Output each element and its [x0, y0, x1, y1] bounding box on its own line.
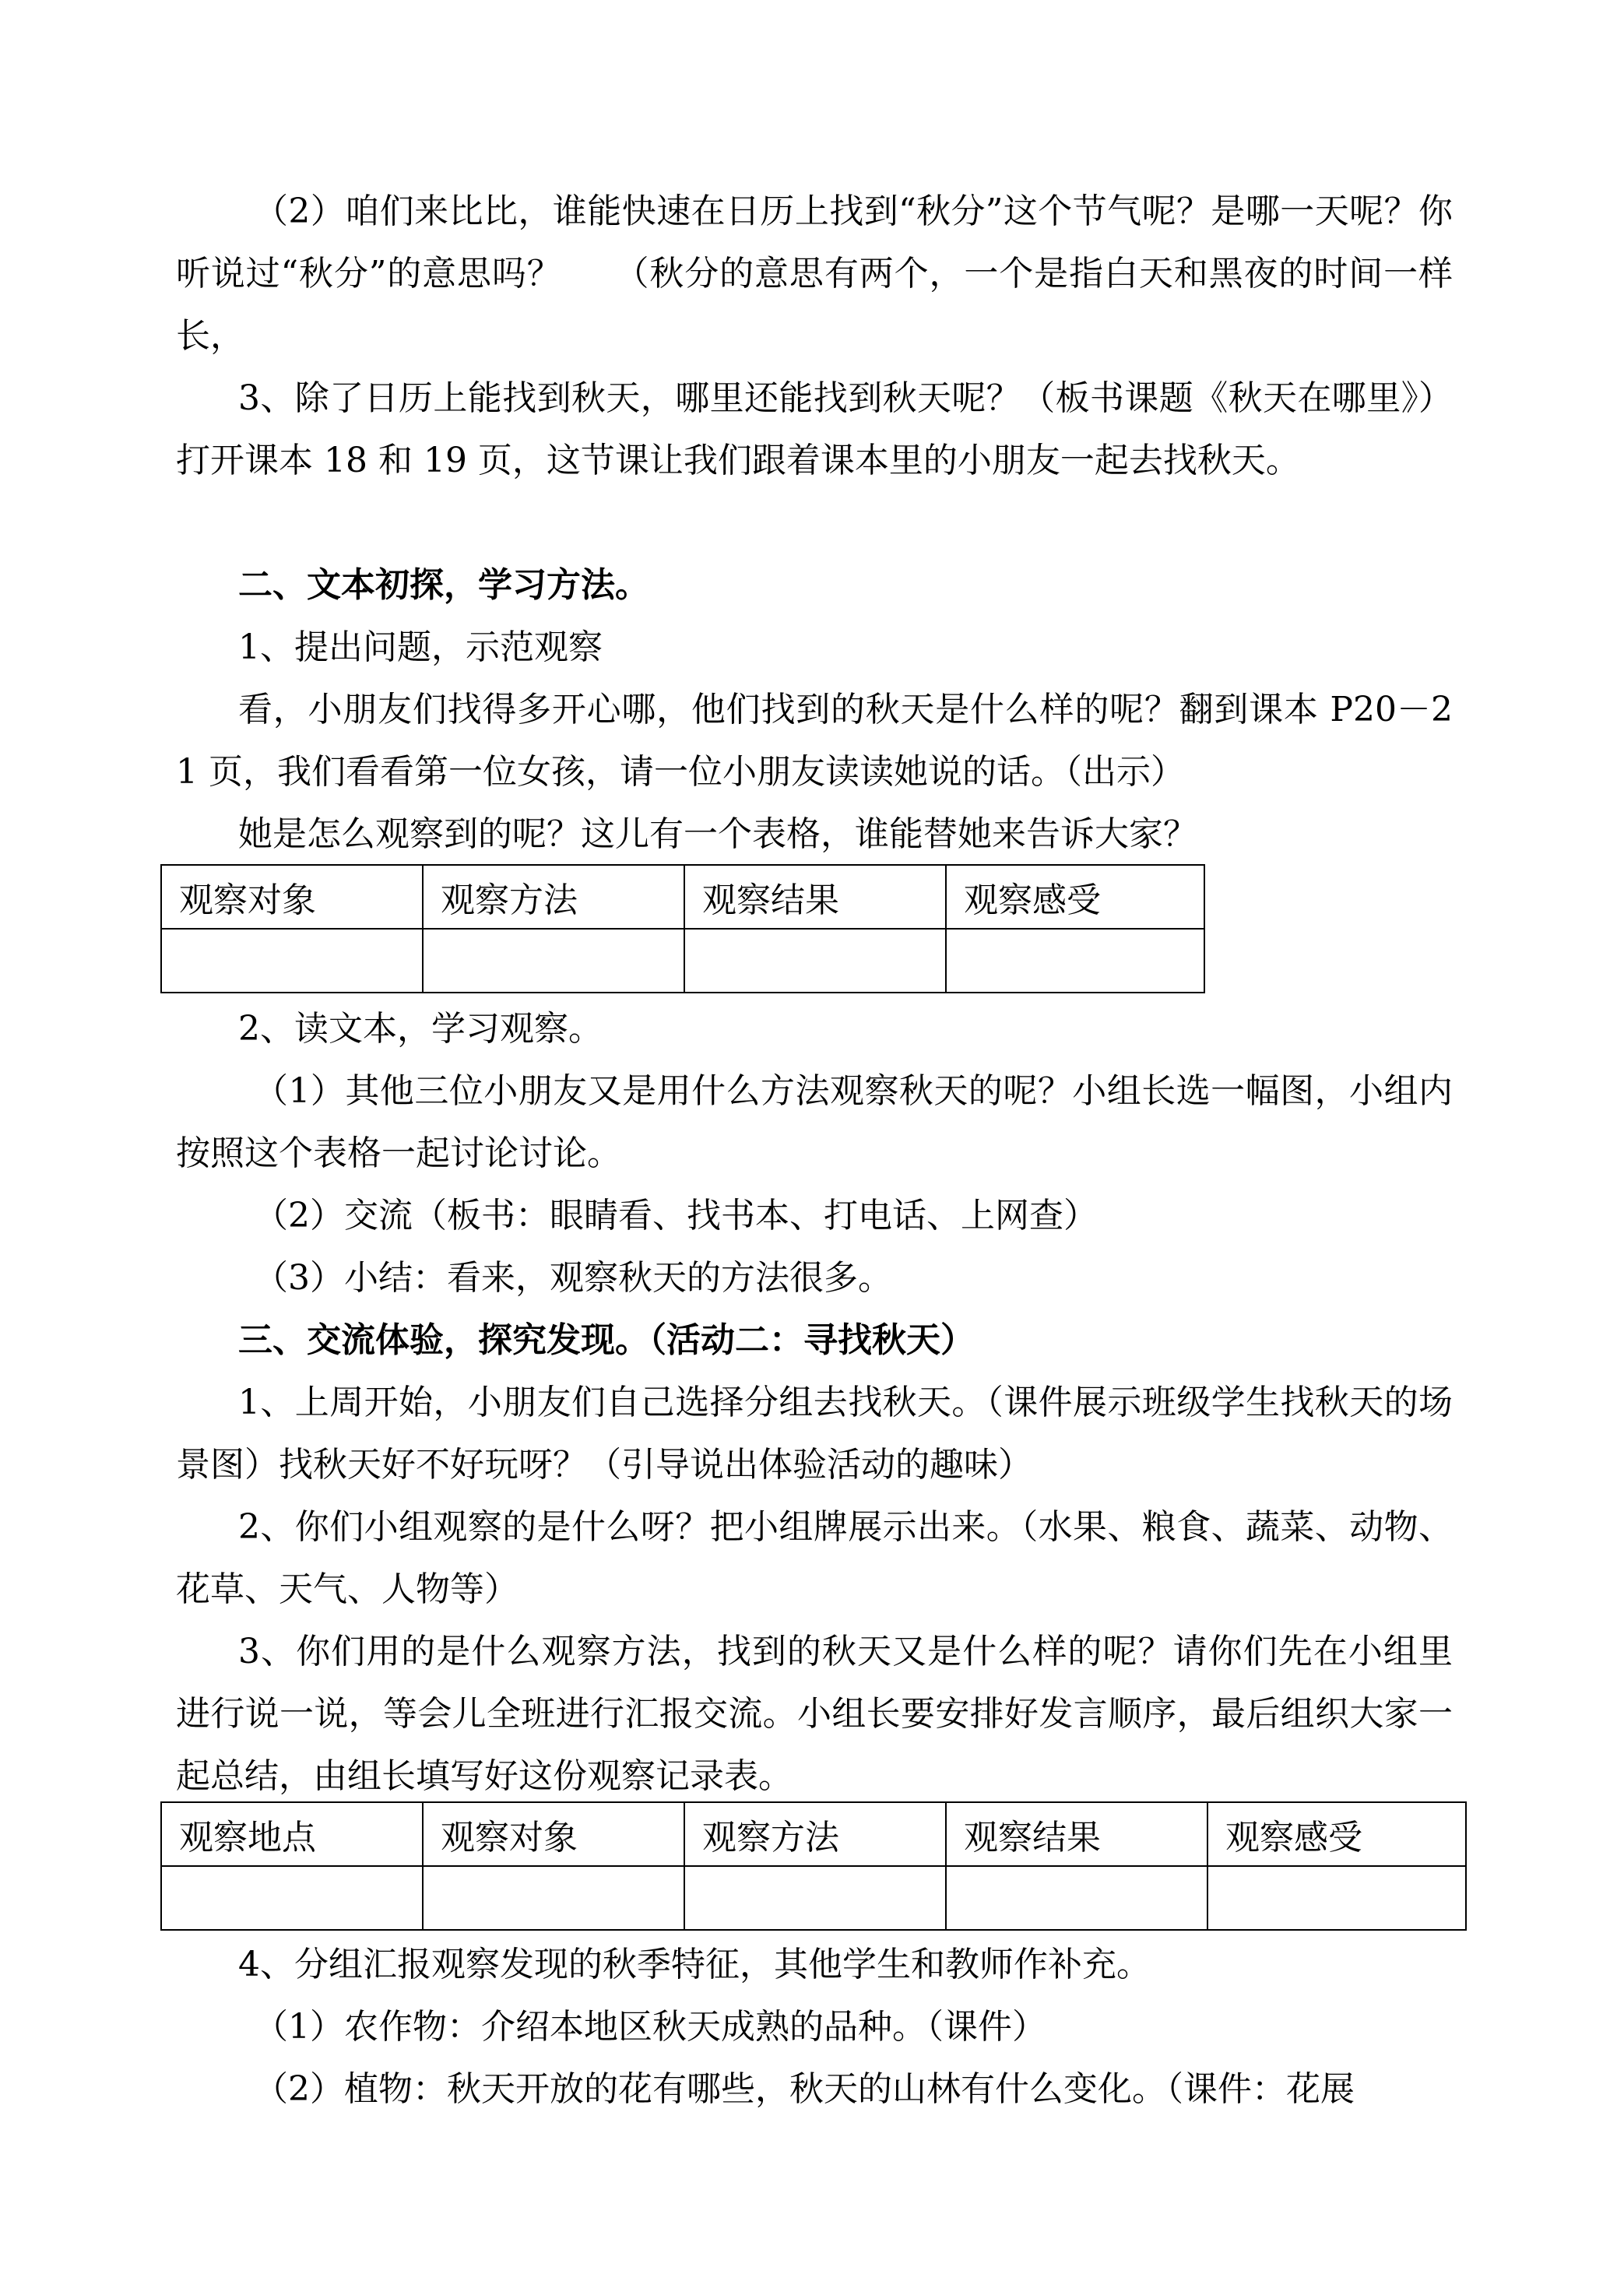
paragraph-step-1: 1、提出问题，示范观察 — [238, 627, 603, 667]
paragraph-discuss: （1）其他三位小朋友又是用什么方法观察秋天的呢？小组长选一幅图，小组内按照这个表格一起讨论讨论。 — [176, 1071, 1453, 1173]
table-cell — [423, 1866, 684, 1930]
paragraph-summary: （3）小结：看来，观察秋天的方法很多。 — [254, 1258, 892, 1298]
table-cell — [423, 929, 684, 993]
table-header-cell: 观察地点 — [161, 1802, 423, 1866]
table-cell — [161, 1866, 423, 1930]
paragraph-step-2: 2、读文本，学习观察。 — [238, 1009, 603, 1049]
paragraph-crops: （1）农作物：介绍本地区秋天成熟的品种。（课件） — [254, 2007, 1046, 2047]
table-cell — [684, 1866, 946, 1930]
paragraph-look: 看，小朋友们找得多开心哪，他们找到的秋天是什么样的呢？翻到课本 P20－21 页，我们看看第一位女孩，请一位小朋友读读她说的话。（出示） — [176, 690, 1453, 792]
table-header-cell: 观察结果 — [946, 1802, 1207, 1866]
paragraph-report: 4、分组汇报观察发现的秋季特征，其他学生和教师作补充。 — [238, 1945, 1151, 1984]
paragraph-find-autumn: 3、除了日历上能找到秋天，哪里还能找到秋天呢？（板书课题《秋天在哪里》）打开课本 18 和 19 页，这节课让我们跟着课本里的小朋友一起去找秋天。 — [176, 378, 1453, 480]
paragraph-plants: （2）植物：秋天开放的花有哪些，秋天的山林有什么变化。（课件：花展 — [254, 2069, 1355, 2109]
table-header-row — [161, 1802, 1466, 1866]
table-header-cell: 观察方法 — [423, 865, 684, 929]
table-header-cell: 观察对象 — [423, 1802, 684, 1866]
table-row — [161, 929, 1204, 993]
table-header-cell: 观察对象 — [161, 865, 423, 929]
table-cell — [161, 929, 423, 993]
table-header-cell: 观察结果 — [684, 865, 946, 929]
paragraph-method: 3、你们用的是什么观察方法，找到的秋天又是什么样的呢？请你们先在小组里进行说一说，等会儿全班进行汇报交流。小组长要安排好发言顺序，最后组织大家一起总结，由组长填写好这份观察记录表。 — [176, 1632, 1453, 1796]
table-header-cell: 观察感受 — [1207, 1802, 1466, 1866]
table-cell — [946, 929, 1204, 993]
table-cell — [946, 1866, 1207, 1930]
paragraph-exchange: （2）交流（板书：眼睛看、找书本、打电话、上网查） — [254, 1196, 1098, 1235]
section-heading-3: 三、交流体验，探究发现。（活动二：寻找秋天） — [238, 1320, 975, 1360]
table-cell — [684, 929, 946, 993]
paragraph-autumn-equinox: （2）咱们来比比，谁能快速在日历上找到“秋分”这个节气呢？是哪一天呢？你听说过“秋分”的意思吗？ （秋分的意思有两个，一个是指白天和黑夜的时间一样长， — [176, 192, 1453, 356]
table-header-cell: 观察感受 — [946, 865, 1204, 929]
table-header-row — [161, 865, 1204, 929]
table-header-cell: 观察方法 — [684, 1802, 946, 1866]
observation-table-2 — [160, 1801, 1467, 1931]
paragraph-group-observe: 2、你们小组观察的是什么呀？把小组牌展示出来。（水果、粮食、蔬菜、动物、花草、天气、人物等） — [176, 1507, 1453, 1609]
table-row — [161, 1866, 1466, 1930]
table-cell — [1207, 1866, 1466, 1930]
observation-table-1 — [160, 864, 1205, 993]
paragraph-how-observe: 她是怎么观察到的呢？这儿有一个表格，谁能替她来告诉大家？ — [238, 814, 1197, 854]
paragraph-last-week: 1、上周开始，小朋友们自己选择分组去找秋天。（课件展示班级学生找秋天的场景图）找秋天好不好玩呀？（引导说出体验活动的趣味） — [176, 1383, 1453, 1485]
section-heading-2: 二、文本初探，学习方法。 — [238, 565, 649, 605]
